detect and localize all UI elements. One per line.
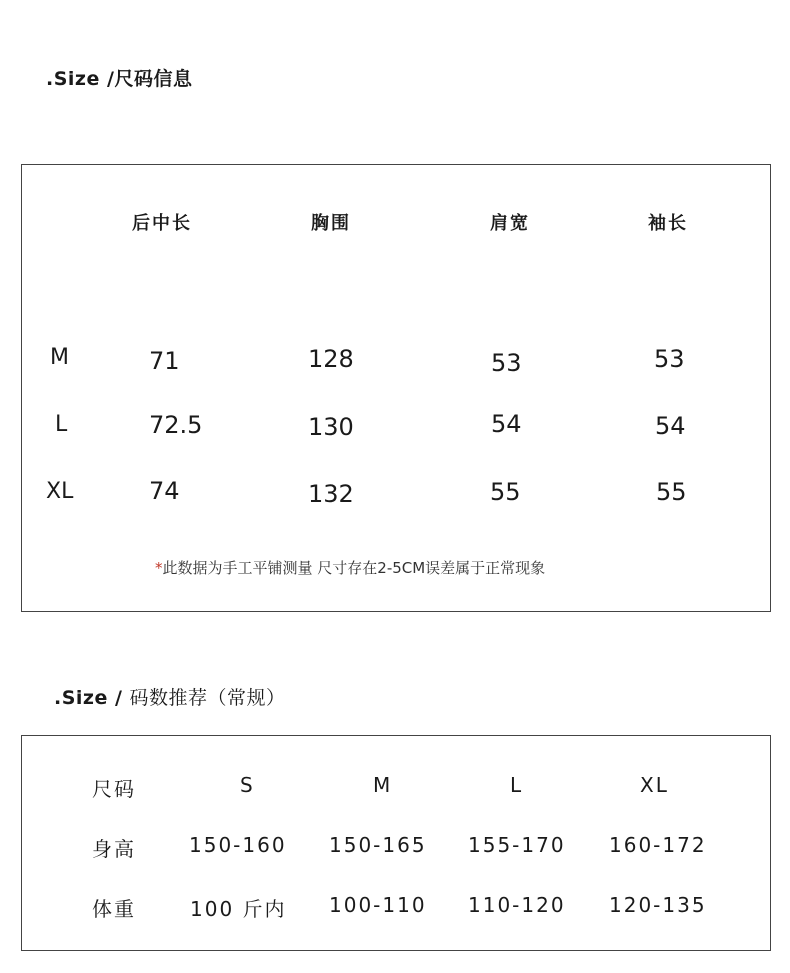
table-cell: 150-160 — [189, 833, 287, 857]
header-sleeve: 袖长 — [648, 213, 688, 234]
table-cell: 150-165 — [329, 833, 427, 857]
title-cn: 码数推荐（常规） — [129, 687, 286, 709]
row-label-weight: 体重 — [92, 897, 136, 921]
table-cell: 71 — [149, 347, 180, 375]
table-cell: 130 — [308, 413, 354, 441]
size-info-title — [46, 64, 192, 91]
table-cell: 100 斤内 — [190, 897, 287, 921]
title-dot: . — [54, 687, 62, 709]
row-label-size: 尺码 — [92, 777, 136, 801]
title-sep: / — [107, 687, 130, 709]
table-cell: 74 — [149, 477, 180, 505]
table-cell: XL — [640, 773, 669, 797]
title-en: Size — [53, 68, 100, 90]
title-cn: 尺码信息 — [114, 68, 193, 90]
table-cell: 54 — [491, 410, 522, 438]
table-cell: 72.5 — [149, 411, 203, 439]
table-cell: 128 — [308, 345, 354, 373]
header-shoulder: 肩宽 — [490, 213, 530, 234]
table-cell: 54 — [655, 412, 686, 440]
title-sep: / — [99, 68, 115, 90]
table-cell: S — [240, 773, 255, 797]
header-back-length: 后中长 — [132, 213, 192, 234]
table-cell: 55 — [656, 478, 687, 506]
table-cell: 100-110 — [329, 893, 427, 917]
note-asterisk: * — [155, 559, 163, 577]
row-label-height: 身高 — [92, 837, 136, 861]
row-size-l: L — [55, 412, 68, 437]
size-recommend-title — [54, 683, 286, 710]
note-text: 此数据为手工平铺测量 尺寸存在2-5CM误差属于正常现象 — [162, 559, 546, 577]
table-cell: 53 — [491, 349, 522, 377]
table-cell: 155-170 — [468, 833, 566, 857]
table-cell: 160-172 — [609, 833, 707, 857]
recommendation-table — [21, 735, 771, 951]
title-en: Size — [61, 687, 108, 709]
header-chest: 胸围 — [311, 213, 351, 234]
table-cell: L — [510, 773, 524, 797]
table-cell: 132 — [308, 480, 354, 508]
measurement-note — [155, 557, 545, 578]
table-cell: 120-135 — [609, 893, 707, 917]
measurement-table — [21, 164, 771, 612]
table-cell: 110-120 — [468, 893, 566, 917]
table-cell: 55 — [490, 478, 521, 506]
row-size-xl: XL — [46, 479, 74, 504]
table-cell: M — [373, 773, 393, 797]
title-dot: . — [46, 68, 54, 90]
table-cell: 53 — [654, 345, 685, 373]
row-size-m: M — [50, 345, 69, 370]
